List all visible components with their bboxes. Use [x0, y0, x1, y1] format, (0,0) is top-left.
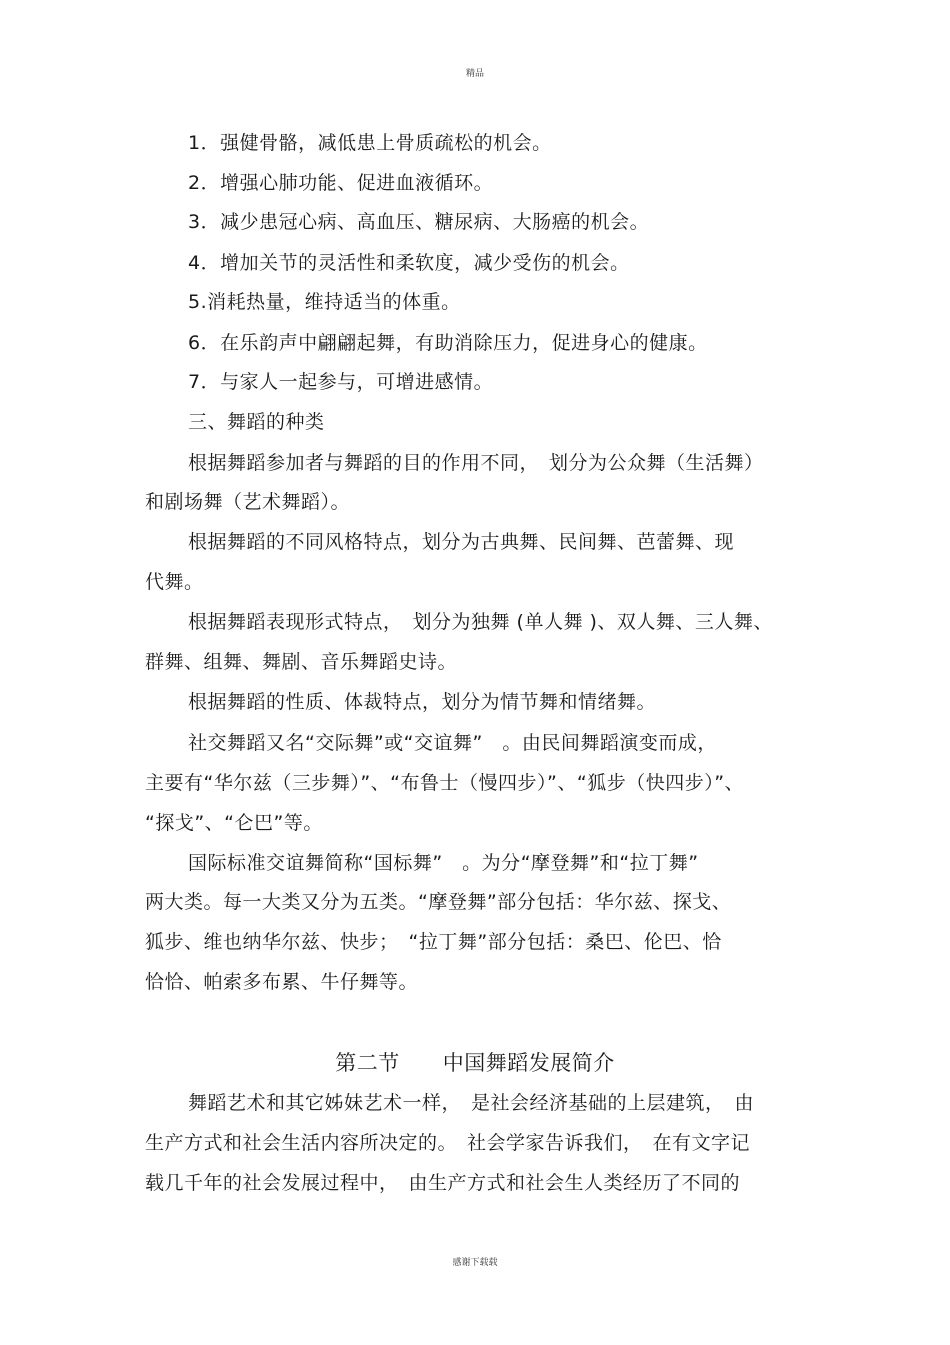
paragraph-line: 根据舞蹈的不同风格特点，划分为古典舞、民间舞、芭蕾舞、现 — [188, 531, 735, 553]
chapter-section-title: 第二节 中国舞蹈发展简介 — [335, 1051, 615, 1075]
paragraph-line: 两大类。每一大类又分为五类。“摩登舞”部分包括：华尔兹、探戈、 — [145, 891, 732, 913]
list-item-1: 1．强健骨骼，减低患上骨质疏松的机会。 — [188, 132, 552, 154]
paragraph-line: 和剧场舞（艺术舞蹈）。 — [145, 491, 351, 513]
list-item-6: 6．在乐韵声中翩翩起舞，有助消除压力，促进身心的健康。 — [188, 332, 708, 354]
list-item-5: 5.消耗热量，维持适当的体重。 — [188, 291, 461, 313]
paragraph-line: 舞蹈艺术和其它姊妹艺术一样， 是社会经济基础的上层建筑， 由 — [188, 1092, 755, 1114]
paragraph-line: 主要有“华尔兹（三步舞）”、“布鲁士（慢四步）”、“狐步（快四步）”、 — [145, 772, 745, 794]
paragraph-line: 国际标准交谊舞简称“国标舞” 。为分“摩登舞”和“拉丁舞” — [188, 852, 699, 874]
list-item-4: 4．增加关节的灵活性和柔软度，减少受伤的机会。 — [188, 252, 630, 274]
paragraph-line: 根据舞蹈的性质、体裁特点，划分为情节舞和情绪舞。 — [188, 691, 657, 713]
paragraph-line: 载几千年的社会发展过程中， 由生产方式和社会生人类经历了不同的 — [145, 1172, 741, 1194]
list-item-3: 3．减少患冠心病、高血压、糖尿病、大肠癌的机会。 — [188, 211, 650, 233]
paragraph-line: 狐步、维也纳华尔兹、快步； “拉丁舞”部分包括：桑巴、伦巴、恰 — [145, 931, 722, 953]
page-footer-mark: 感谢下载载 — [452, 1258, 498, 1268]
paragraph-line: 社交舞蹈又名“交际舞”或“交谊舞” 。由民间舞蹈演变而成， — [188, 732, 717, 754]
paragraph-line: “探戈”、“仑巴”等。 — [145, 812, 323, 834]
list-item-2: 2．增强心肺功能、促进血液循环。 — [188, 172, 494, 194]
paragraph-line: 恰恰、帕索多布累、牛仔舞等。 — [145, 971, 419, 993]
paragraph-line: 代舞。 — [145, 571, 204, 593]
page-header-mark: 精品 — [465, 69, 484, 79]
paragraph-line: 根据舞蹈表现形式特点， 划分为独舞 (单人舞 )、双人舞、三人舞、 — [188, 611, 773, 633]
list-item-7: 7．与家人一起参与，可增进感情。 — [188, 371, 494, 393]
paragraph-line: 生产方式和社会生活内容所决定的。 社会学家告诉我们， 在有文字记 — [145, 1132, 751, 1154]
section-heading: 三、舞蹈的种类 — [188, 411, 325, 433]
paragraph-line: 群舞、组舞、舞剧、音乐舞蹈史诗。 — [145, 651, 458, 673]
paragraph-line: 根据舞蹈参加者与舞蹈的目的作用不同， 划分为公众舞（生活舞） — [188, 452, 764, 474]
